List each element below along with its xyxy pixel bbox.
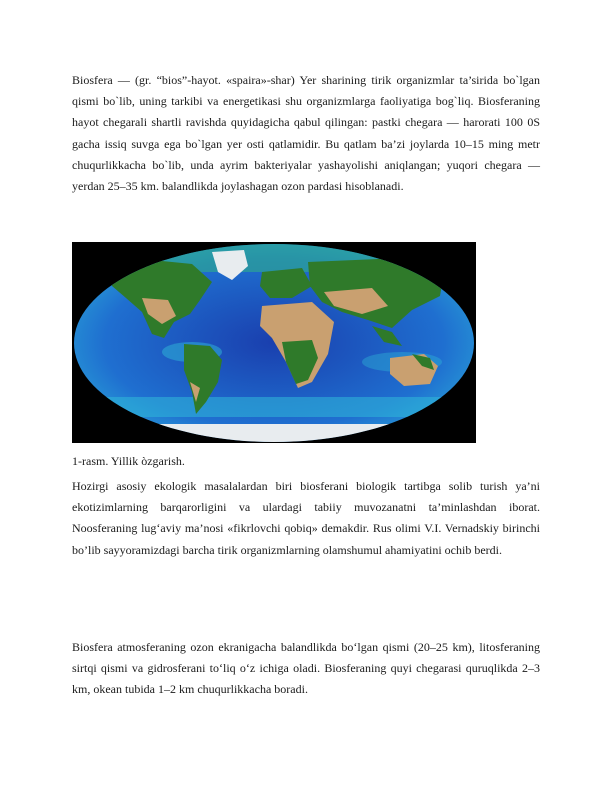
world-biosphere-map-figure	[72, 242, 476, 443]
figure-caption: 1-rasm. Yillik òzgarish.	[72, 454, 185, 468]
world-map-image	[72, 242, 476, 443]
paragraph-ecology-noosphere: Hozirgi asosiy ekologik masalalardan biri biosferani biologik tartibga solib turish ya’ni ekotizimlarning barqarorligini va ulardagi tabiiy muvozanatni ta’minlashdan iborat. Noosferaning lug‘aviy ma’nosi «fikrlovchi qobiq» demakdir. Rus olimi V.I. Vernadskiy birinchi bo’lib sayyoramizdagi barcha tirik organizmlarning olamshumul ahamiyatini ochib berdi.	[72, 479, 540, 557]
paragraph-biosphere-boundaries: Biosfera atmosferaning ozon ekranigacha balandlikda bo‘lgan qismi (20–25 km), litosferaning sirtqi qismi va gidrosferani to‘liq o‘z ichiga oladi. Biosferaning quyi chegarasi quruqlikda 2–3 km, okean tubida 1–2 km chuqurlikkacha boradi.	[72, 640, 540, 697]
paragraph-biosphere-definition: Biosfera — (gr. “bios”-hayot. «spaira»-shar) Yer sharining tirik organizmlar ta’sirida bo`lgan qismi bo`lib, uning tarkibi va energetikasi shu organizmlarga faoliyatiga bog`liq. Biosferaning hayot chegarali shartli ravishda quyidagicha qabul qilingan: pastki chegara — harorati 100 0S gacha issiq suvga ega bo`lgan yer osti qatlamidir. Bu qatlam ba’zi joylarda 10–15 ming metr chuqurlikkacha bo`lib, unda ayrim bakteriyalar yashayolishi aniqlangan; yuqori chegara — yerdan 25–35 km. balandlikda joylashagan ozon pardasi hisoblanadi.	[72, 73, 540, 194]
